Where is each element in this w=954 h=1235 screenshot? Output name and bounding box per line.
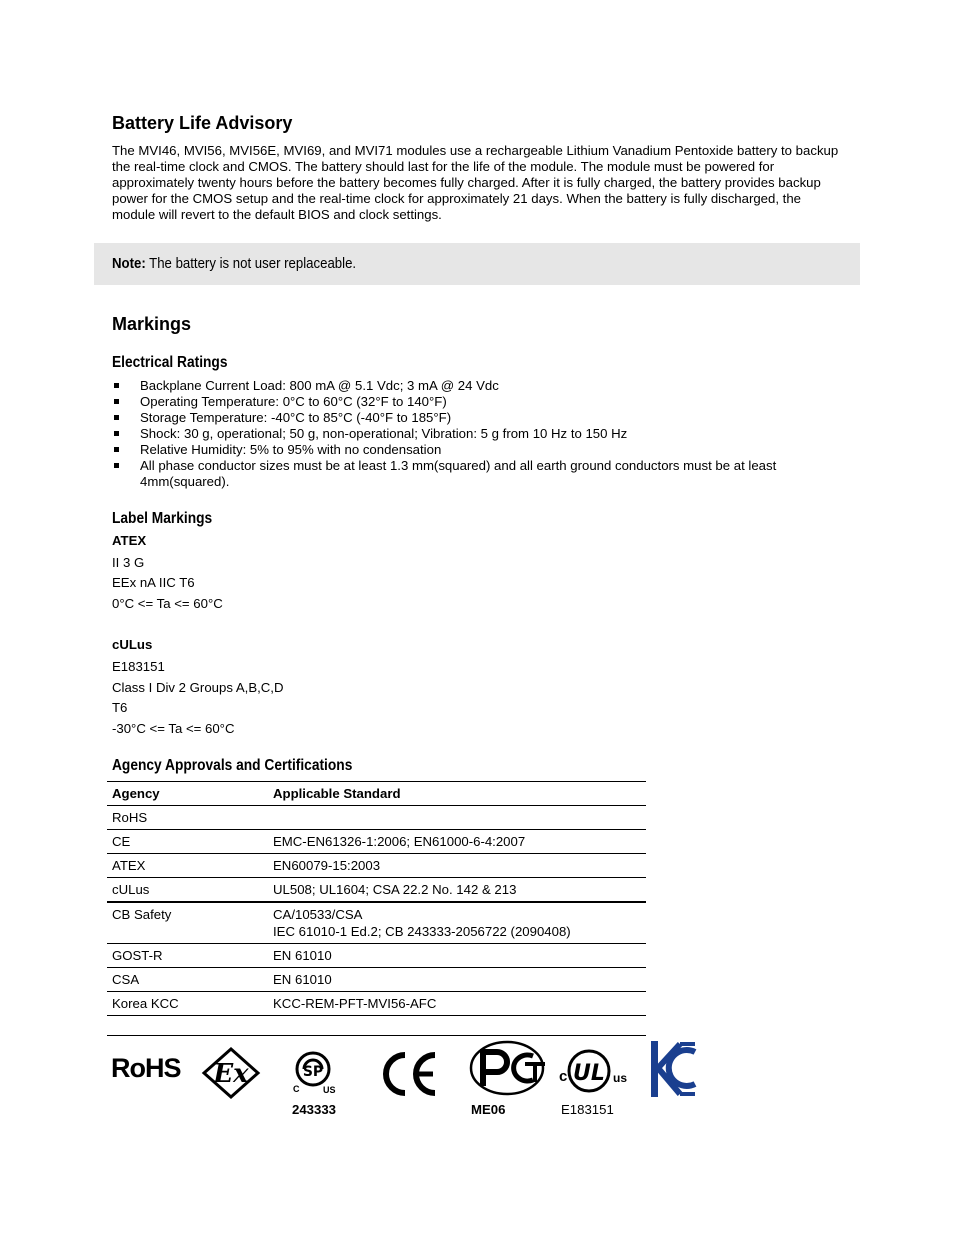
table-header-row xyxy=(107,782,646,806)
standard-line: IEC 61010-1 Ed.2; CB 243333-2056722 (2090408) xyxy=(273,924,571,939)
culus-line: Class I Div 2 Groups A,B,C,D xyxy=(112,680,284,695)
table-row xyxy=(107,944,646,968)
atex-line: 0°C <= Ta <= 60°C xyxy=(112,596,223,611)
standard-cell: EN 61010 xyxy=(273,972,332,987)
svg-text:Ex: Ex xyxy=(213,1059,249,1089)
list-item: Storage Temperature: -40°C to 85°C (-40°F to 185°F) xyxy=(112,410,832,426)
markings-heading: Markings xyxy=(112,314,192,334)
standard-cell: EMC-EN61326-1:2006; EN61000-6-4:2007 xyxy=(273,834,526,849)
culus-line: -30°C <= Ta <= 60°C xyxy=(112,721,235,736)
agency-table xyxy=(107,781,646,1016)
list-item: Relative Humidity: 5% to 95% with no condensation xyxy=(112,442,832,458)
battery-paragraph: The MVI46, MVI56, MVI56E, MVI69, and MVI71 modules use a rechargeable Lithium Vanadium Pentoxide battery to backup the real-time clock and CMOS. The battery should last for the life of the module. The module must be powered for approximately twenty hours before the battery becomes fully charged. After it is fully charged, the battery provides backup power for the CMOS setup and the real-time clock for approximately 21 days. When the battery is fully discharged, the module will revert to the default BIOS and clock settings. xyxy=(112,143,839,222)
agency-cell: CSA xyxy=(112,972,140,987)
standard-cell: EN 61010 xyxy=(273,948,332,963)
agency-cell: Korea KCC xyxy=(112,996,179,1011)
column-header: Applicable Standard xyxy=(273,786,401,801)
standard-cell: KCC-REM-PFT-MVI56-AFC xyxy=(273,996,437,1011)
agency-cell: GOST-R xyxy=(112,948,163,963)
ul-logo-icon xyxy=(567,1045,613,1097)
note-label: Note: xyxy=(112,255,146,272)
note-text xyxy=(112,255,356,272)
csa-us-mark: US xyxy=(323,1085,336,1095)
culus-line: T6 xyxy=(112,700,128,715)
ex-atex-logo-icon xyxy=(201,1047,261,1099)
table-row xyxy=(107,992,646,1016)
list-item: Operating Temperature: 0°C to 60°C (32°F to 140°F) xyxy=(112,394,832,410)
note-body: The battery is not user replaceable. xyxy=(145,255,357,272)
list-item: Backplane Current Load: 800 mA @ 5.1 Vdc; 3 mA @ 24 Vdc xyxy=(112,378,832,394)
csa-caption: 243333 xyxy=(292,1102,337,1117)
standard-cell: EN60079-15:2003 xyxy=(273,858,381,873)
agency-heading: Agency Approvals and Certifications xyxy=(112,757,353,774)
agency-cell: RoHS xyxy=(112,810,148,825)
table-row xyxy=(107,902,646,944)
ul-us-mark: us xyxy=(613,1071,628,1085)
table-row xyxy=(107,830,646,854)
csa-c-mark: C xyxy=(293,1084,300,1094)
atex-line: II 3 G xyxy=(112,555,145,570)
list-item: Shock: 30 g, operational; 50 g, non-operational; Vibration: 5 g from 10 Hz to 150 Hz xyxy=(112,426,832,442)
standard-line: CA/10533/CSA xyxy=(273,907,363,922)
standard-cell xyxy=(268,902,646,944)
table-row xyxy=(107,806,646,830)
list-item: All phase conductor sizes must be at least 1.3 mm(squared) and all earth ground conductors must be at least 4mm(squared). xyxy=(112,458,832,490)
atex-title: ATEX xyxy=(112,533,147,548)
battery-heading: Battery Life Advisory xyxy=(112,113,293,133)
agency-cell: ATEX xyxy=(112,858,146,873)
svg-text:SP: SP xyxy=(302,1064,324,1080)
culus-line: E183151 xyxy=(112,659,165,674)
electrical-ratings-heading: Electrical Ratings xyxy=(112,354,228,371)
note-box xyxy=(94,243,860,285)
ul-caption: E183151 xyxy=(561,1102,614,1117)
atex-line: EEx nA IIC T6 xyxy=(112,575,195,590)
electrical-ratings-list xyxy=(112,378,832,490)
ul-c-mark: c xyxy=(559,1068,568,1085)
ce-logo-icon xyxy=(379,1049,439,1099)
agency-cell: CE xyxy=(112,834,131,849)
logo-divider xyxy=(107,1035,646,1036)
rohs-logo-icon: RoHS xyxy=(111,1053,181,1083)
svg-text:UL: UL xyxy=(573,1061,605,1086)
standard-cell: UL508; UL1604; CSA 22.2 No. 142 & 213 xyxy=(273,882,517,897)
culus-title: cULus xyxy=(112,637,153,652)
gost-r-logo-icon xyxy=(469,1040,549,1098)
agency-cell: cULus xyxy=(112,882,150,897)
table-row xyxy=(107,878,646,903)
standard-cell xyxy=(268,806,646,830)
table-row xyxy=(107,854,646,878)
kc-logo-icon xyxy=(650,1040,698,1098)
gost-caption: ME06 xyxy=(471,1102,506,1117)
agency-cell: CB Safety xyxy=(112,907,172,922)
label-markings-heading: Label Markings xyxy=(112,510,213,527)
table-row xyxy=(107,968,646,992)
column-header: Agency xyxy=(112,786,160,801)
